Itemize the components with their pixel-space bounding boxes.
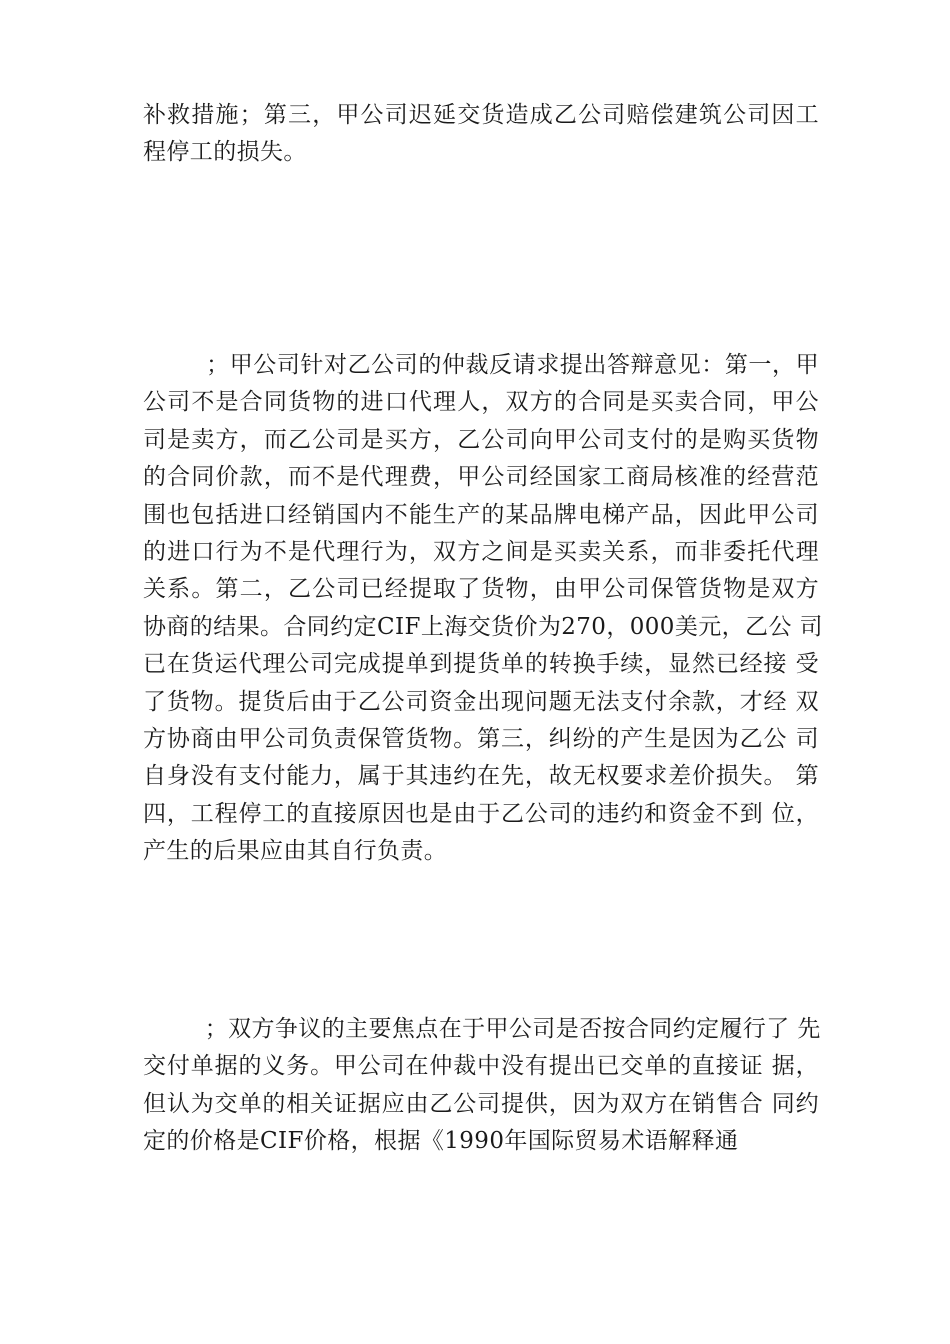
- text-line: 定的价格是CIF价格，根据《1990年国际贸易术语解释通: [143, 1128, 739, 1155]
- text-line: 司是卖方，而乙公司是买方，乙公司向甲公司支付的是购买货物: [143, 426, 819, 453]
- text-line: 围也包括进口经销国内不能生产的某品牌电梯产品，因此甲公司: [143, 501, 819, 528]
- paragraph-defense: [143, 347, 823, 871]
- text-line: 已在货运代理公司完成提单到提货单的转换手续，显然已经接 受: [143, 651, 819, 678]
- text-line: 了货物。提货后由于乙公司资金出现问题无法支付余款，才经 双: [143, 688, 819, 715]
- text-line: 自身没有支付能力，属于其违约在先，故无权要求差价损失。 第: [143, 763, 819, 790]
- text-line: 关系。第二，乙公司已经提取了货物，由甲公司保管货物是双方: [143, 576, 819, 603]
- text-line: 补救措施；第三，甲公司迟延交货造成乙公司赔偿建筑公司因工: [143, 102, 819, 128]
- text-line: 方协商由甲公司负责保管货物。第三，纠纷的产生是因为乙公 司: [143, 726, 819, 753]
- text-line: 公司不是合同货物的进口代理人，双方的合同是买卖合同，甲公: [143, 389, 819, 416]
- paragraph-remedy: [143, 97, 819, 172]
- text-line: 但认为交单的相关证据应由乙公司提供，因为双方在销售合 同约: [143, 1090, 819, 1117]
- text-line: 的合同价款，而不是代理费，甲公司经国家工商局核准的经营范: [143, 464, 819, 491]
- text-line: 交付单据的义务。甲公司在仲裁中没有提出已交单的直接证 据，: [143, 1053, 819, 1080]
- paragraph-dispute-focus: [143, 1011, 819, 1161]
- text-line: 程停工的损失。: [143, 139, 307, 166]
- text-line: ；甲公司针对乙公司的仲裁反请求提出答辩意见：第一，甲: [143, 352, 819, 378]
- text-line: 产生的后果应由其自行负责。: [143, 838, 448, 865]
- text-line: 的进口行为不是代理行为，双方之间是买卖关系，而非委托代理: [143, 539, 819, 566]
- text-line: 协商的结果。合同约定CIF上海交货价为270，000美元，乙公 司: [143, 613, 823, 640]
- text-line: 四，工程停工的直接原因也是由于乙公司的违约和资金不到 位，: [143, 800, 819, 827]
- text-line: ；双方争议的主要焦点在于甲公司是否按合同约定履行了 先: [143, 1016, 821, 1042]
